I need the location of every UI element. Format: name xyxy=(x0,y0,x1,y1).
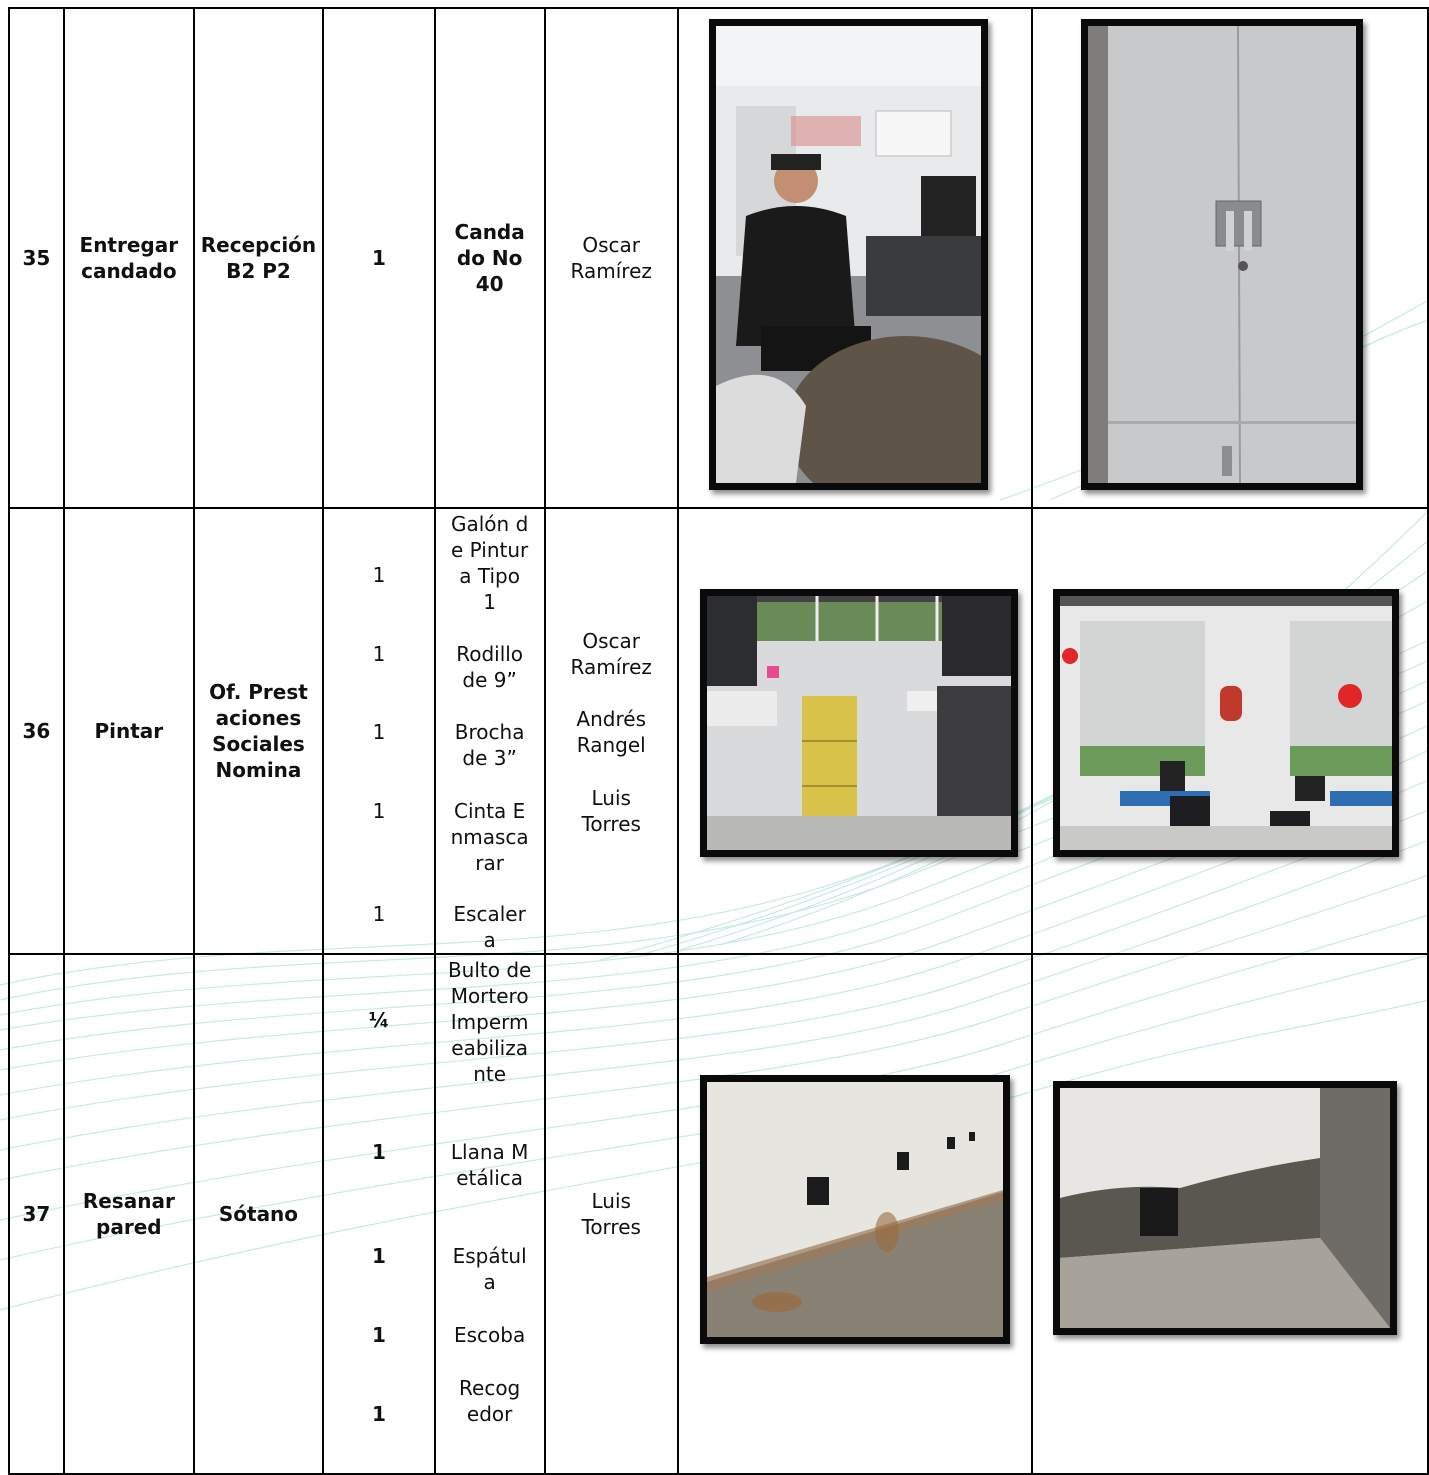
activity-cell: Entregar candado xyxy=(64,8,194,508)
quantity-value: 1 xyxy=(372,902,386,926)
material-cell xyxy=(435,508,545,954)
table-row xyxy=(9,8,1428,508)
material-item: Espátula xyxy=(452,1244,527,1294)
material-cell xyxy=(435,954,545,1474)
photo-cell xyxy=(1032,8,1428,508)
material-item: Galón de Pintura Tipo 1 xyxy=(450,512,529,614)
responsible-name: Luis Torres xyxy=(581,1189,641,1239)
row-number: 36 xyxy=(9,508,64,954)
material-item: Brocha de 3” xyxy=(454,720,525,770)
material-item: Cinta Enmascarar xyxy=(450,799,529,875)
quantity-value: 1 xyxy=(372,246,386,270)
activity-cell: Pintar xyxy=(64,508,194,954)
responsible-cell xyxy=(545,508,678,954)
material-cell xyxy=(435,8,545,508)
quantity-cell xyxy=(323,954,435,1474)
photo-person-at-desk xyxy=(709,19,988,490)
photo-wall-before xyxy=(700,1075,1010,1344)
photo-cell xyxy=(678,508,1032,954)
photo-wall-after xyxy=(1053,1081,1397,1335)
table-row xyxy=(9,508,1428,954)
quantity-value: 1 xyxy=(372,1323,386,1347)
quantity-value: 1 xyxy=(372,1402,386,1426)
photo-cell xyxy=(1032,954,1428,1474)
quantity-value: 1 xyxy=(372,1244,386,1268)
location-cell: Recepción B2 P2 xyxy=(194,8,323,508)
location-cell: Of. Prestaciones Sociales Nomina xyxy=(194,508,323,954)
material-item: Escalera xyxy=(453,902,526,952)
responsible-cell xyxy=(545,8,678,508)
photo-office-yellow-cabinet xyxy=(700,589,1018,857)
material-item: Bulto de Mortero Impermeabilizante xyxy=(447,958,532,1086)
photo-cabinet-padlock xyxy=(1081,19,1363,490)
quantity-cell xyxy=(323,8,435,508)
material-item: Rodillo de 9” xyxy=(456,642,524,692)
photo-cell xyxy=(1032,508,1428,954)
quantity-value: 1 xyxy=(372,642,386,666)
responsible-name: Oscar Ramírez xyxy=(570,233,652,283)
activity-table xyxy=(8,7,1429,1475)
quantity-value: 1 xyxy=(372,563,386,587)
quantity-value: 1 xyxy=(372,1140,386,1164)
quantity-value: ¼ xyxy=(368,1008,390,1032)
material-item: Llana Metálica xyxy=(450,1140,529,1190)
photo-office-windows xyxy=(1053,589,1399,857)
activity-cell: Resanar pared xyxy=(64,954,194,1474)
row-number: 35 xyxy=(9,8,64,508)
quantity-value: 1 xyxy=(372,720,386,744)
responsible-name: Oscar Ramírez xyxy=(570,629,652,679)
row-number: 37 xyxy=(9,954,64,1474)
responsible-name: Luis Torres xyxy=(581,786,641,836)
material-item: Candado No 40 xyxy=(454,220,525,296)
photo-cell xyxy=(678,8,1032,508)
location-cell: Sótano xyxy=(194,954,323,1474)
material-item: Escoba xyxy=(454,1323,526,1347)
table-row xyxy=(9,954,1428,1474)
quantity-value: 1 xyxy=(372,799,386,823)
responsible-cell xyxy=(545,954,678,1474)
quantity-cell xyxy=(323,508,435,954)
material-item: Recogedor xyxy=(459,1376,521,1426)
responsible-name: Andrés Rangel xyxy=(576,707,646,757)
photo-cell xyxy=(678,954,1032,1474)
